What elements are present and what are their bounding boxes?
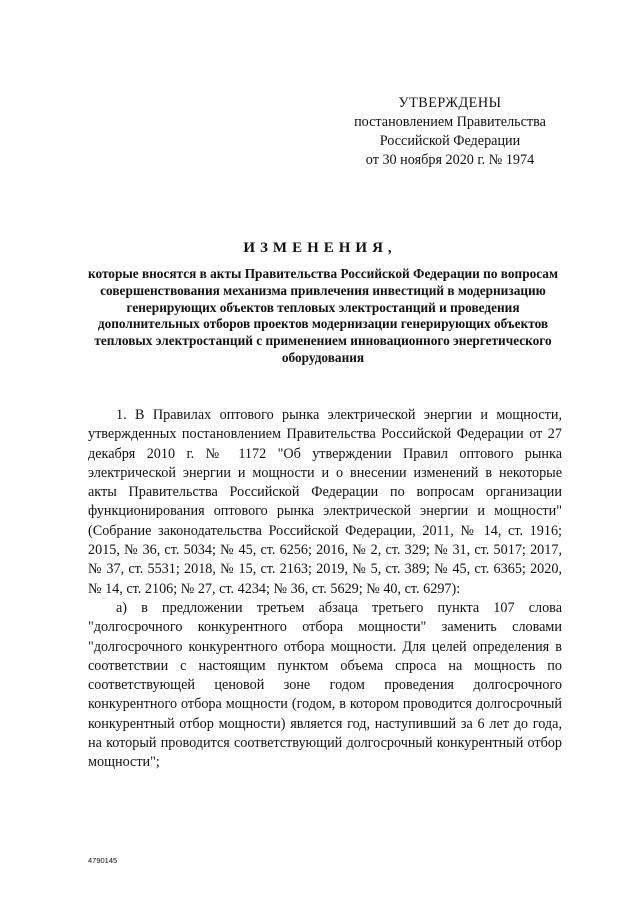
approval-line-decree: постановлением Правительства xyxy=(354,114,546,130)
document-body xyxy=(88,406,562,773)
paragraph-1a: а) в предложении третьем абзаца третьего пункта 107 слова "долгосрочного конкурентного отбора мощности" заменить словами "долгосрочного конкурентного отбора мощности. Для целей определения в соответствии с настоящим пунктом объема спроса на мощность по соответствующей ценовой зоне годом проведения долгосрочного конкурентного отбора мощности (годом, в котором проводится долгосрочный конкурентный отбор мощности) является год, наступивший за 6 лет до года, на который проводится соответствующий долгосрочный конкурентный отбор мощности"; xyxy=(88,599,562,771)
document-code: 4790145 xyxy=(88,856,118,865)
approval-heading: УТВЕРЖДЕНЫ xyxy=(398,95,502,111)
approval-block xyxy=(340,94,560,170)
document-title: ИЗМЕНЕНИЯ, xyxy=(243,240,397,256)
approval-line-federation: Российской Федерации xyxy=(379,133,521,149)
approval-line-date: от 30 ноября 2020 г. № 1974 xyxy=(365,152,535,168)
paragraph-1: 1. В Правилах оптового рынка электрической энергии и мощности, утвержденных постановлением Правительства Российской Федерации от 27 декабря 2010 г. № 1172 "Об утверждении Правил оптового рынка электрической энергии и мощности и о внесении изменений в некоторые акты Правительства Российской Федерации по вопросам организации функционирования оптового рынка электрической энергии и мощности" (Собрание законодательства Российской Федерации, 2011, № 14, ст. 1916; 2015, № 36, ст. 5034; № 45, ст. 6256; 2016, № 2, ст. 329; № 31, ст. 5017; 2017, № 37, ст. 5531; 2018, № 15, ст. 2163; 2019, № 5, ст. 389; № 45, ст. 6365; 2020, № 14, ст. 2106; № 27, ст. 4234; № 36, ст. 5629; № 40, ст. 6297): xyxy=(88,407,562,597)
document-subtitle: которые вносятся в акты Правительства Российской Федерации по вопросам совершенствования механизма привлечения инвестиций в модернизацию генерирующих объектов тепловых электростанций и проведения дополнительных отборов проектов модернизации генерирующих объектов тепловых электростанций с применением инновационного энергетического оборудования xyxy=(87,266,559,365)
